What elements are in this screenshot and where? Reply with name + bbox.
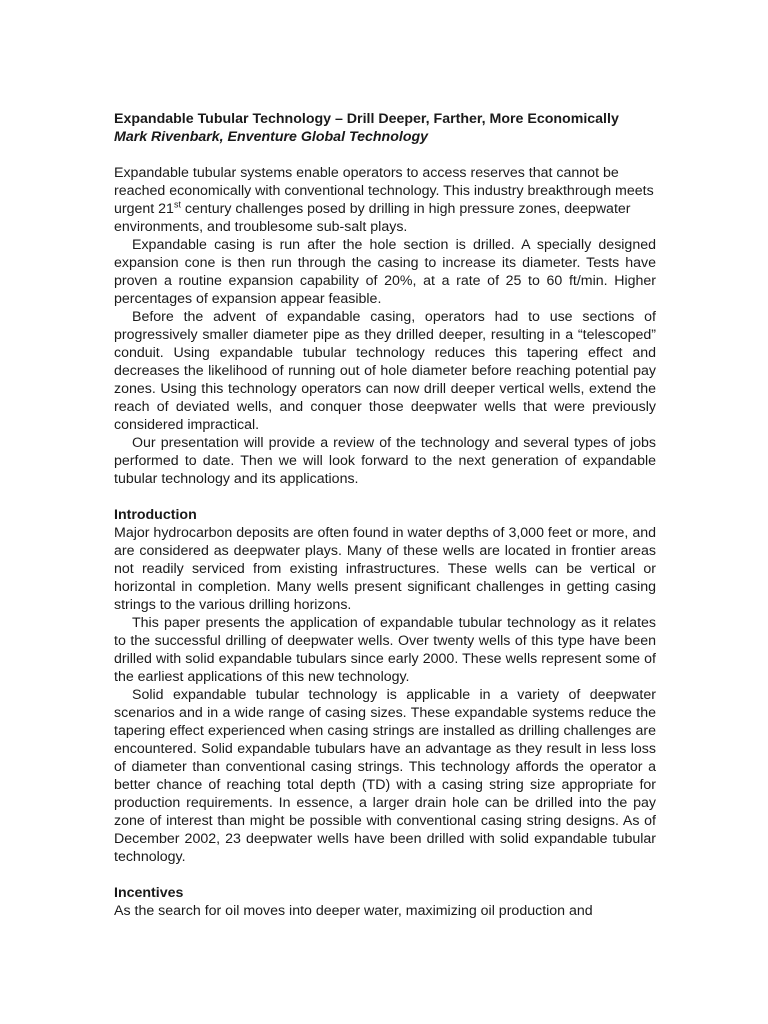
document-page [114, 110, 656, 920]
abstract-paragraph-2: Expandable casing is run after the hole section is drilled. A specially designed expansion cone is then run through the casing to increase its diameter. Tests have proven a routine expansion capability of 20%, at a rate of 25 to 60 ft/min. Higher percentages of expansion appear feasible. [114, 237, 656, 307]
abstract-p1-text-a: Expandable tubular systems enable operators to access reserves that cannot be reached economically with conventional technology. This industry breakthrough meets urgent 21 [114, 165, 654, 217]
introduction-paragraph-2: This paper presents the application of expandable tubular technology as it relates to the successful drilling of deepwater wells. Over twenty wells of this type have been drilled with solid expandable tubulars since early 2000. These wells represent some of the earliest applications of this new technology. [114, 615, 656, 685]
introduction-paragraph-1: Major hydrocarbon deposits are often found in water depths of 3,000 feet or more, and are considered as deepwater plays. Many of these wells are located in frontier areas not readily serviced from existing infrastructures. These wells can be vertical or horizontal in completion. Many wells present significant challenges in getting casing strings to the various drilling horizons. [114, 525, 656, 613]
paper-author: Mark Rivenbark, Enventure Global Technology [114, 129, 429, 145]
paper-title: Expandable Tubular Technology – Drill Deeper, Farther, More Economically [114, 111, 619, 127]
abstract-paragraph-3: Before the advent of expandable casing, operators had to use sections of progressively smaller diameter pipe as they drilled deeper, resulting in a “telescoped” conduit. Using expandable tubular technology reduces this tapering effect and decreases the likelihood of running out of hole diameter before reaching potential pay zones. Using this technology operators can now drill deeper vertical wells, extend the reach of deviated wells, and conquer those deepwater wells that were previously considered impractical. [114, 309, 656, 433]
abstract-paragraph-4: Our presentation will provide a review of the technology and several types of jobs performed to date. Then we will look forward to the next generation of expandable tubular technology and its applications. [114, 435, 656, 487]
section-heading-introduction: Introduction [114, 507, 197, 523]
introduction-paragraph-3: Solid expandable tubular technology is applicable in a variety of deepwater scenarios and in a wide range of casing sizes. These expandable systems reduce the tapering effect experienced when casing strings are installed as drilling challenges are encountered. Solid expandable tubulars have an advantage as they result in less loss of diameter than conventional casing strings. This technology affords the operator a better chance of reaching total depth (TD) with a casing string size appropriate for production requirements. In essence, a larger drain hole can be drilled into the pay zone of interest than might be possible with conventional casing string designs. As of December 2002, 23 deepwater wells have been drilled with solid expandable tubular technology. [114, 687, 656, 865]
abstract-p1-text-b: century challenges posed by drilling in high pressure zones, deepwater environments, and troublesome sub-salt plays. [114, 201, 631, 235]
abstract-paragraph-1 [114, 164, 656, 236]
ordinal-superscript: st [173, 199, 181, 210]
section-heading-incentives: Incentives [114, 885, 184, 901]
incentives-paragraph-1: As the search for oil moves into deeper water, maximizing oil production and [114, 903, 593, 919]
